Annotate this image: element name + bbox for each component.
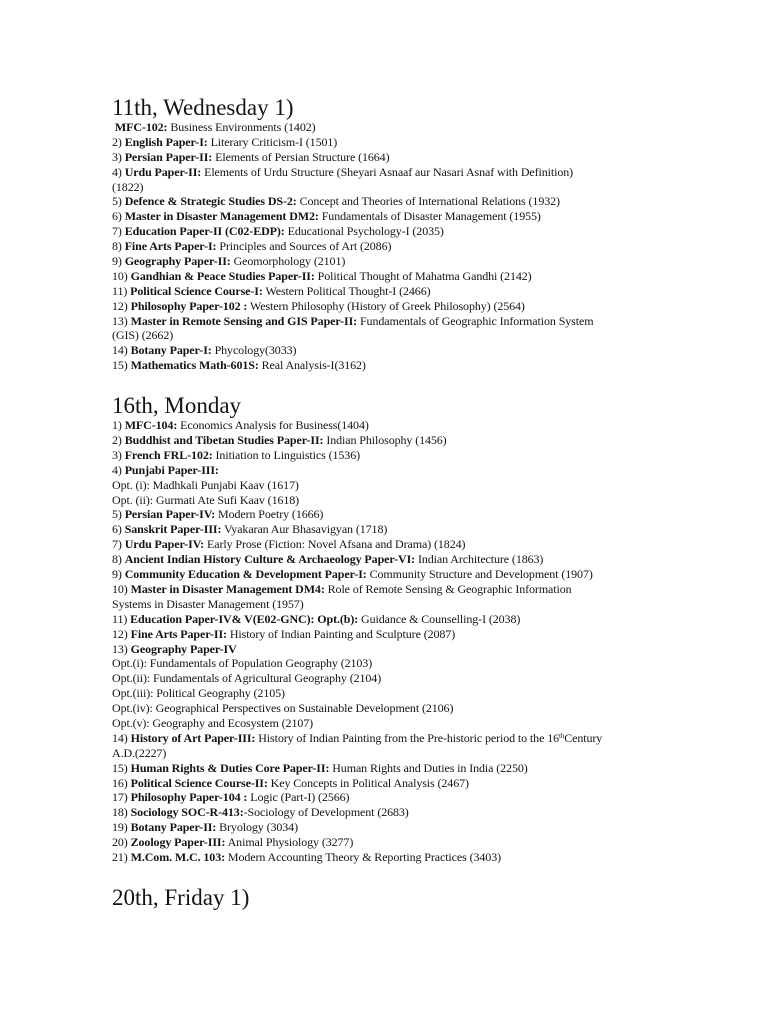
paper-description: Modern Accounting Theory & Reporting Practices (3403) (225, 849, 501, 864)
paper-description: Community Structure and Development (1907) (366, 567, 593, 582)
ordinal-superscript: th (559, 731, 565, 740)
schedule-line (112, 850, 752, 865)
paper-description: Opt. (i): Madhkali Punjabi Kaav (1617) (112, 477, 299, 492)
schedule-line (112, 448, 752, 463)
paper-title: Buddhist and Tibetan Studies Paper-II: (124, 433, 324, 448)
line-number: 6) (112, 209, 125, 224)
paper-description: Bryology (3034) (216, 820, 298, 835)
line-number: 17) (112, 790, 131, 805)
schedule-line (112, 507, 752, 522)
paper-title: Zoology Paper-III: (130, 835, 226, 850)
paper-title: Urdu Paper-IV: (124, 537, 205, 552)
schedule-line (112, 493, 752, 508)
schedule-line (112, 582, 752, 597)
paper-title: Urdu Paper-II: (124, 164, 202, 179)
schedule-line (112, 328, 752, 343)
schedule-line (112, 746, 752, 761)
line-number: 8) (112, 552, 125, 567)
schedule-line (112, 224, 752, 239)
paper-title: Political Science Course-II: (130, 775, 268, 790)
paper-description: Concept and Theories of International Relations (1932) (296, 194, 560, 209)
line-number: 12) (112, 298, 131, 313)
schedule-line (112, 165, 752, 180)
schedule-line (112, 314, 752, 329)
schedule-line (112, 135, 752, 150)
paper-description: Key Concepts in Political Analysis (2467) (267, 775, 469, 790)
line-number: 16) (112, 775, 131, 790)
paper-description: Principles and Sources of Art (2086) (216, 239, 392, 254)
paper-description: History of Indian Painting and Sculpture (2087) (226, 626, 456, 641)
paper-title: Geography Paper-II: (124, 254, 231, 269)
paper-description: Literary Criticism-I (1501) (207, 134, 338, 149)
line-number: 7) (112, 224, 125, 239)
paper-description: Early Prose (Fiction: Novel Afsana and Drama) (1824) (204, 537, 466, 552)
paper-title: Sanskrit Paper-III: (124, 522, 222, 537)
line-number: 2) (112, 134, 125, 149)
paper-title: Mathematics Math-601S: (130, 358, 259, 373)
paper-description: Role of Remote Sensing & Geographic Information (324, 581, 572, 596)
schedule-line (112, 299, 752, 314)
paper-description: Political Thought of Mahatma Gandhi (2142) (314, 268, 532, 283)
schedule-line (112, 358, 752, 373)
line-number: 11) (112, 611, 131, 626)
line-number: 14) (112, 730, 131, 745)
paper-title: Political Science Course-I: (130, 283, 263, 298)
paper-description: History of Indian Painting from the Pre-historic period to the 16 (255, 730, 559, 745)
schedule-line (112, 790, 752, 805)
line-number: 11) (112, 283, 131, 298)
line-number: 21) (112, 849, 131, 864)
section-date-heading: 20th, Friday 1) (112, 884, 250, 910)
line-number: 9) (112, 567, 125, 582)
paper-title: Master in Remote Sensing and GIS Paper-II: (130, 313, 358, 328)
schedule-line (112, 418, 752, 433)
line-number: 5) (112, 194, 125, 209)
schedule-line (112, 686, 752, 701)
schedule-line (112, 343, 752, 358)
paper-description: Economics Analysis for Business(1404) (177, 418, 369, 433)
schedule-line (112, 612, 752, 627)
date-section (112, 394, 752, 865)
section-date-heading: 16th, Monday (112, 393, 242, 419)
paper-title: Persian Paper-II: (124, 149, 213, 164)
paper-description: Human Rights and Duties in India (2250) (329, 760, 528, 775)
section-date-heading: 11th, Wednesday 1) (112, 95, 294, 120)
date-section (112, 886, 752, 910)
paper-description: Fundamentals of Disaster Management (1955) (318, 209, 541, 224)
line-number: 1) (112, 418, 125, 433)
paper-description: Phycology(3033) (211, 343, 297, 358)
schedule-line (112, 716, 752, 731)
paper-title: Defence & Strategic Studies DS-2: (124, 194, 297, 209)
paper-title: Philosophy Paper-102 : (130, 298, 248, 313)
paper-description: Opt. (ii): Gurmati Ate Sufi Kaav (1618) (112, 492, 300, 507)
line-number: 20) (112, 835, 131, 850)
schedule-line (112, 537, 752, 552)
paper-description: Vyakaran Aur Bhasavigyan (1718) (221, 522, 388, 537)
schedule-line (112, 805, 752, 820)
schedule-line (112, 567, 752, 582)
line-number: 19) (112, 820, 131, 835)
paper-title: History of Art Paper-III: (130, 730, 256, 745)
paper-title: Education Paper-II (C02-EDP): (124, 224, 285, 239)
schedule-line (112, 656, 752, 671)
paper-title: MFC-104: (124, 418, 178, 433)
schedule-line (112, 522, 752, 537)
line-number: 13) (112, 313, 131, 328)
paper-title: M.Com. M.C. 103: (130, 849, 225, 864)
schedule-line (112, 597, 752, 612)
date-section (112, 96, 752, 373)
schedule-line (112, 820, 752, 835)
schedule-line (112, 776, 752, 791)
schedule-line (112, 552, 752, 567)
paper-title: Community Education & Development Paper-I: (124, 567, 367, 582)
line-number: 13) (112, 641, 131, 656)
paper-title: Geography Paper-IV (130, 641, 237, 656)
paper-description: (1822) (112, 179, 144, 194)
paper-description: Opt.(v): Geography and Ecosystem (2107) (112, 715, 314, 730)
line-number: 3) (112, 149, 125, 164)
line-number: 5) (112, 507, 125, 522)
paper-description: Indian Architecture (1863) (415, 552, 544, 567)
exam-schedule-document (112, 96, 752, 910)
paper-description: (GIS) (2662) (112, 328, 174, 343)
schedule-line (112, 463, 752, 478)
paper-title: Fine Arts Paper-I: (124, 239, 217, 254)
paper-title: Punjabi Paper-III: (124, 462, 219, 477)
paper-title: Fine Arts Paper-II: (130, 626, 227, 641)
line-number: 4) (112, 462, 125, 477)
paper-description-continued: Century (564, 730, 603, 745)
schedule-line (112, 835, 752, 850)
schedule-line (112, 269, 752, 284)
schedule-line (112, 478, 752, 493)
schedule-line (112, 284, 752, 299)
schedule-line (112, 761, 752, 776)
schedule-line (112, 627, 752, 642)
paper-description: Initiation to Linguistics (1536) (212, 447, 360, 462)
line-number: 2) (112, 433, 125, 448)
paper-description: Elements of Persian Structure (1664) (212, 149, 390, 164)
paper-description: Fundamentals of Geographic Information System (357, 313, 594, 328)
paper-title: Human Rights & Duties Core Paper-II: (130, 760, 330, 775)
line-number: 12) (112, 626, 131, 641)
line-number: 6) (112, 522, 125, 537)
paper-description: Opt.(iii): Political Geography (2105) (112, 686, 285, 701)
line-number: 7) (112, 537, 125, 552)
schedule-line (112, 254, 752, 269)
line-number: 14) (112, 343, 131, 358)
paper-description: Animal Physiology (3277) (225, 835, 354, 850)
schedule-line (112, 120, 752, 135)
paper-description: Guidance & Counselling-I (2038) (358, 611, 521, 626)
paper-title: Philosophy Paper-104 : (130, 790, 248, 805)
line-number: 10) (112, 581, 131, 596)
schedule-line (112, 671, 752, 686)
paper-description: Opt.(i): Fundamentals of Population Geography (2103) (112, 656, 373, 671)
line-number: 18) (112, 805, 131, 820)
line-number: 15) (112, 760, 131, 775)
line-number: 15) (112, 358, 131, 373)
paper-title: Gandhian & Peace Studies Paper-II: (130, 268, 315, 283)
paper-description: A.D.(2227) (112, 745, 167, 760)
schedule-line (112, 731, 752, 746)
paper-title: Botany Paper-II: (130, 820, 217, 835)
paper-description: Logic (Part-I) (2566) (247, 790, 350, 805)
paper-description: Business Environments (1402) (167, 120, 316, 134)
paper-title: Persian Paper-IV: (124, 507, 216, 522)
paper-title: Sociology SOC-R-413: (130, 805, 244, 820)
schedule-line (112, 239, 752, 254)
paper-description: Western Political Thought-I (2466) (262, 283, 431, 298)
paper-title: Master in Disaster Management DM2: (124, 209, 319, 224)
line-number: 8) (112, 239, 125, 254)
schedule-line (112, 209, 752, 224)
paper-description: Geomorphology (2101) (230, 254, 346, 269)
line-number: 9) (112, 254, 125, 269)
schedule-line (112, 642, 752, 657)
schedule-line (112, 701, 752, 716)
paper-description: Real Analysis-I(3162) (258, 358, 366, 373)
paper-description: Systems in Disaster Management (1957) (112, 596, 304, 611)
paper-description: Opt.(iv): Geographical Perspectives on Sustainable Development (2106) (112, 701, 454, 716)
paper-description: Educational Psychology-I (2035) (284, 224, 444, 239)
schedule-line (112, 180, 752, 195)
paper-title: Ancient Indian History Culture & Archaeology Paper-VI: (124, 552, 416, 567)
line-number: 10) (112, 268, 131, 283)
line-number: 3) (112, 447, 125, 462)
paper-title: Education Paper-IV& V(E02-GNC): Opt.(b): (130, 611, 359, 626)
paper-description: Elements of Urdu Structure (Sheyari Asnaaf aur Nasari Asnaf with Definition) (201, 164, 574, 179)
paper-description: Modern Poetry (1666) (215, 507, 324, 522)
paper-description: Opt.(ii): Fundamentals of Agricultural Geography (2104) (112, 671, 382, 686)
paper-description: Western Philosophy (History of Greek Philosophy) (2564) (247, 298, 525, 313)
schedule-line (112, 150, 752, 165)
schedule-line (112, 194, 752, 209)
line-number: 4) (112, 164, 125, 179)
paper-description: Indian Philosophy (1456) (323, 433, 447, 448)
paper-title: Botany Paper-I: (130, 343, 212, 358)
paper-description: -Sociology of Development (2683) (243, 805, 409, 820)
schedule-line (112, 433, 752, 448)
paper-title: French FRL-102: (124, 447, 213, 462)
paper-title: English Paper-I: (124, 134, 208, 149)
paper-title: MFC-102: (112, 120, 168, 134)
paper-title: Master in Disaster Management DM4: (130, 581, 325, 596)
